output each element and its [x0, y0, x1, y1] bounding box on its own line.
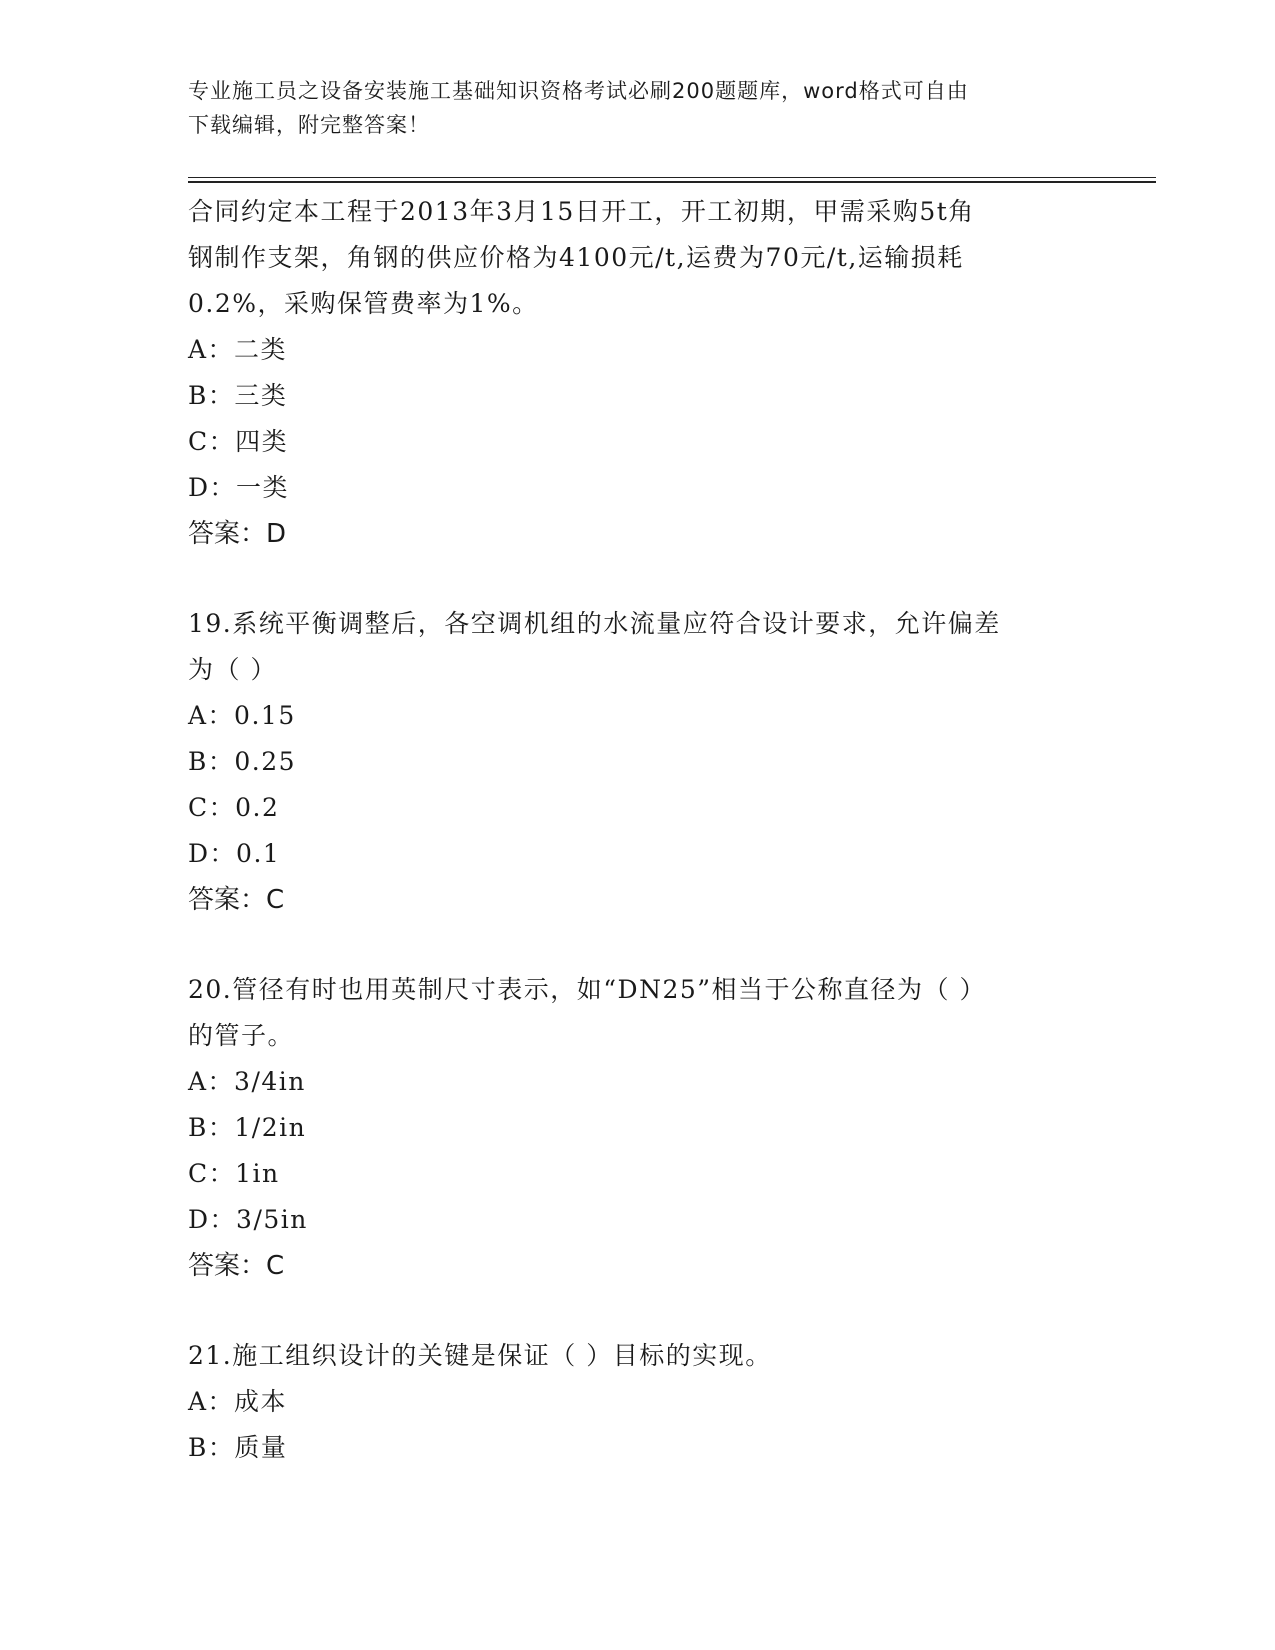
option-a: A：成本: [188, 1387, 288, 1416]
option-b: B：三类: [188, 381, 288, 410]
answer-text: 答案：C: [188, 885, 285, 915]
question-stem-line: 合同约定本工程于2013年3月15日开工，开工初期，甲需采购5t角: [188, 197, 975, 226]
option-a: A：3/4in: [188, 1067, 306, 1096]
question-21: [188, 1333, 1088, 1471]
option-d: D：一类: [188, 473, 290, 502]
question-18: [188, 189, 1088, 557]
option-d: D：0.1: [188, 839, 281, 868]
option-b: B：质量: [188, 1433, 288, 1462]
question-stem-line: 的管子。: [188, 1021, 295, 1050]
option-c: C：0.2: [188, 793, 280, 822]
question-spacer: [188, 1289, 1088, 1333]
answer-text: 答案：C: [188, 1251, 285, 1281]
header-line-1: 专业施工员之设备安装施工基础知识资格考试必刷200题题库，word格式可自由: [188, 79, 969, 103]
question-19: [188, 601, 1088, 923]
question-stem-line: 0.2%，采购保管费率为1%。: [188, 289, 539, 318]
question-list: [188, 189, 1088, 1471]
option-b: B：0.25: [188, 747, 297, 776]
option-d: D：3/5in: [188, 1205, 308, 1234]
question-20: [188, 967, 1088, 1289]
header-line-2: 下载编辑，附完整答案！: [188, 113, 430, 137]
question-stem-line: 为（ ）: [188, 655, 277, 684]
option-a: A：二类: [188, 335, 288, 364]
question-spacer: [188, 557, 1088, 601]
option-c: C：四类: [188, 427, 289, 456]
option-a: A：0.15: [188, 701, 296, 730]
question-spacer: [188, 923, 1088, 967]
document-header: [188, 74, 1068, 142]
option-c: C：1in: [188, 1159, 280, 1188]
option-b: B：1/2in: [188, 1113, 307, 1142]
header-divider-thick: [188, 181, 1156, 183]
question-stem-line: 20.管径有时也用英制尺寸表示，如“DN25”相当于公称直径为（ ）: [188, 975, 986, 1004]
answer-text: 答案：D: [188, 519, 287, 549]
question-stem-line: 21.施工组织设计的关键是保证（ ）目标的实现。: [188, 1341, 772, 1370]
header-divider-thin: [188, 177, 1156, 178]
question-stem-line: 19.系统平衡调整后，各空调机组的水流量应符合设计要求，允许偏差: [188, 609, 1001, 638]
question-stem-line: 钢制作支架，角钢的供应价格为4100元/t,运费为70元/t,运输损耗: [188, 243, 964, 272]
